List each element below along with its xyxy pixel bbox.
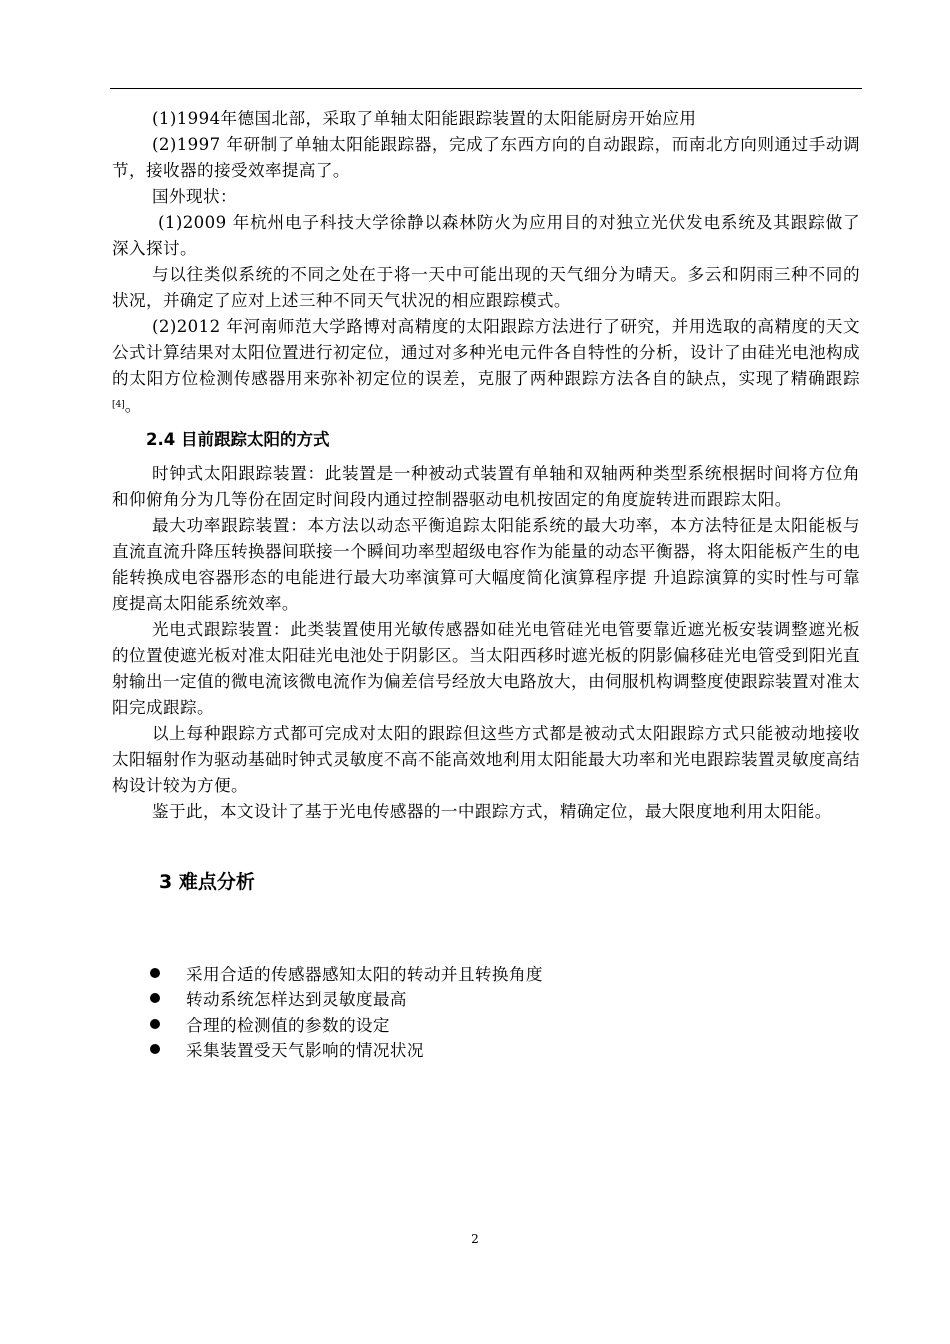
paragraph: 以上每种跟踪方式都可完成对太阳的跟踪但这些方式都是被动式太阳跟踪方式只能被动地接收太阳辐射作为驱动基础时钟式灵敏度不高不能高效地利用太阳能最大功率和光电跟踪装置灵敏度高结构设计较为方便。: [112, 724, 860, 795]
citation-marker: [4]: [112, 400, 125, 410]
list-item: [150, 986, 543, 1012]
bullet-icon: [150, 993, 160, 1003]
list-item-text: 采集装置受天气影响的情况状况: [186, 1041, 424, 1061]
paragraph-end: 。: [124, 396, 142, 415]
section-heading: 2.4 目前跟踪太阳的方式: [146, 430, 330, 449]
paragraph: 国外现状：: [152, 187, 237, 206]
chapter-heading: 3 难点分析: [159, 871, 255, 893]
paragraph: 最大功率跟踪装置：本方法以动态平衡追踪太阳能系统的最大功率，本方法特征是太阳能板与直流直流升降压转换器间联接一个瞬间功率型超级电容作为能量的动态平衡器，将太阳能板产生的电能转换成电容器形态的电能进行最大功率演算可大幅度简化演算程序提 升追踪演算的实时性与可靠度提高太阳能系统效率。: [112, 516, 860, 613]
list-item-text: 合理的检测值的参数的设定: [186, 1015, 390, 1035]
paragraph: 与以往类似系统的不同之处在于将一天中可能出现的天气细分为晴天。多云和阴雨三种不同的状况，并确定了应对上述三种不同天气状况的相应跟踪模式。: [112, 265, 860, 310]
bullet-list: [150, 960, 543, 1062]
list-item-text: 采用合适的传感器感知太阳的转动并且转换角度: [186, 964, 543, 984]
list-item: [150, 1037, 543, 1063]
paragraph: 鉴于此，本文设计了基于光电传感器的一中跟踪方式，精确定位，最大限度地利用太阳能。: [152, 802, 832, 821]
header-rule: [110, 88, 862, 89]
list-item-text: 转动系统怎样达到灵敏度最高: [186, 990, 407, 1010]
bullet-icon: [150, 1019, 160, 1029]
paragraph: [112, 314, 860, 419]
paragraph: 光电式跟踪装置：此类装置使用光敏传感器如硅光电管硅光电管要靠近遮光板安装调整遮光板的位置使遮光板对准太阳硅光电池处于阴影区。当太阳西移时遮光板的阴影偏移硅光电管受到阳光直射输出一定值的微电流该微电流作为偏差信号经放大电路放大，由伺服机构调整度使跟踪装置对准太阳完成跟踪。: [112, 620, 860, 717]
paragraph: 时钟式太阳跟踪装置：此装置是一种被动式装置有单轴和双轴两种类型系统根据时间将方位角和仰俯角分为几等份在固定时间段内通过控制器驱动电机按固定的角度旋转进而跟踪太阳。: [112, 464, 860, 509]
paragraph: (1)2009 年杭州电子科技大学徐静以森林防火为应用目的对独立光伏发电系统及其跟踪做了深入探讨。: [112, 213, 860, 258]
paragraph: (2)1997 年研制了单轴太阳能跟踪器，完成了东西方向的自动跟踪，而南北方向则通过手动调节，接收器的接受效率提高了。: [112, 135, 860, 180]
paragraph: (1)1994年德国北部，采取了单轴太阳能跟踪装置的太阳能厨房开始应用: [152, 109, 697, 128]
bullet-icon: [150, 1044, 160, 1054]
page-number: 2: [471, 1232, 479, 1246]
paragraph-text: (2)2012 年河南师范大学路博对高精度的太阳跟踪方法进行了研究，并用选取的高精度的天文公式计算结果对太阳位置进行初定位，通过对多种光电元件各自特性的分析，设计了由硅光电池构成的太阳方位检测传感器用来弥补初定位的误差，克服了两种跟踪方法各自的缺点，实现了精确跟踪: [112, 317, 860, 388]
bullet-icon: [150, 968, 160, 978]
list-item: [150, 960, 543, 986]
list-item: [150, 1011, 543, 1037]
document-body: [112, 106, 860, 825]
